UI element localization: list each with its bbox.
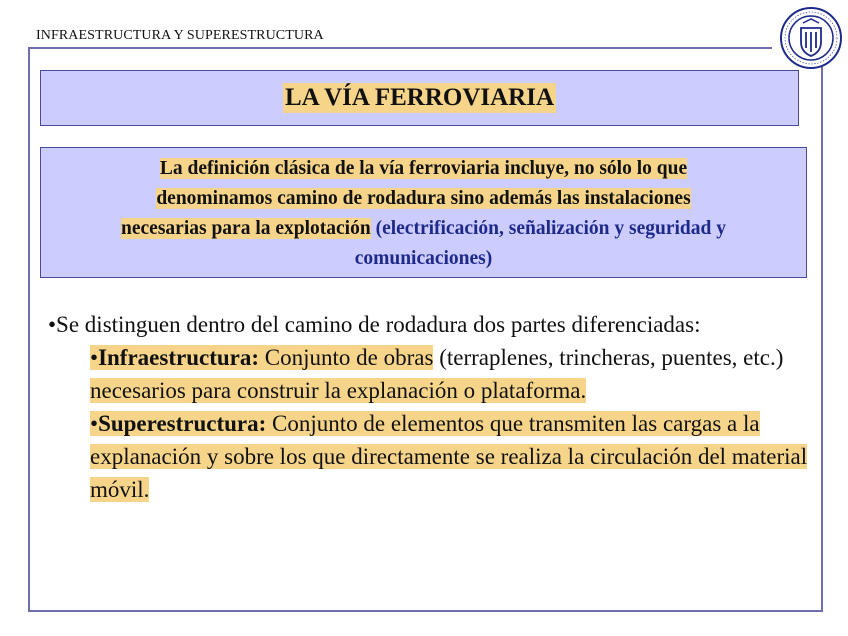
slide-title: LA VÍA FERROVIARIA <box>284 84 555 111</box>
term-infraestructura: Infraestructura: <box>98 345 260 370</box>
list-item-infraestructura <box>90 341 808 407</box>
university-seal-icon <box>779 6 843 70</box>
definition-parenthetical: (electrificación, señalización y seguridad y comunicaciones) <box>354 218 726 269</box>
definition-line-1: La definición clásica de la vía ferroviaria incluye, no sólo lo que <box>159 158 688 179</box>
infraestructura-definition-plain: (terraplenes, trincheras, puentes, etc.) <box>433 345 784 370</box>
infraestructura-definition-highlight: Conjunto de obras <box>259 345 434 370</box>
slide-header-title: INFRAESTRUCTURA Y SUPERESTRUCTURA <box>36 28 324 43</box>
intro-paragraph: •Se distinguen dentro del camino de rodadura dos partes diferenciadas: <box>48 312 701 337</box>
infraestructura-definition-highlight-2: necesarios para construir la explanación o plataforma. <box>90 378 587 403</box>
term-superestructura: Superestructura: <box>98 411 267 436</box>
superestructura-definition: Conjunto de elementos que transmiten las cargas a la explanación y sobre los que directamente se realiza la circulación del material móvil. <box>90 411 808 502</box>
list-bullet: • <box>90 345 99 370</box>
slide-body <box>48 308 808 506</box>
definition-line-3: necesarias para la explotación <box>121 218 371 239</box>
definition-line-2: denominamos camino de rodadura sino además las instalaciones <box>156 188 691 209</box>
list-item-superestructura <box>90 407 808 506</box>
definition-box <box>40 147 807 278</box>
list-bullet: • <box>90 411 99 436</box>
title-box <box>40 70 799 126</box>
